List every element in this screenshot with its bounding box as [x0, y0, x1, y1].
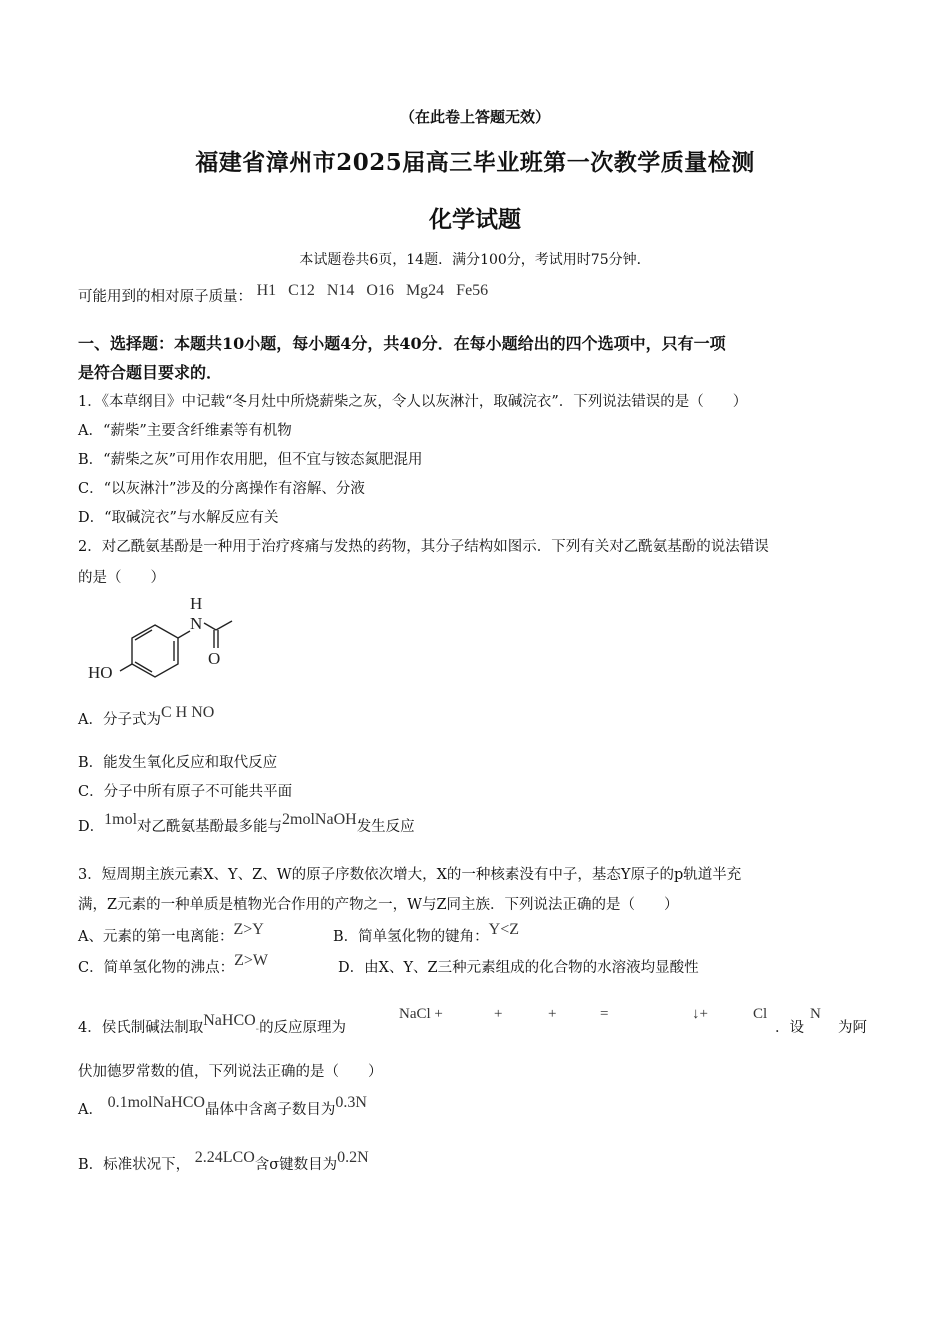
- subject-title: 化学试题: [429, 206, 521, 233]
- q2-formula-d1: 1mol: [104, 811, 138, 828]
- acetaminophen-structure: [80, 592, 250, 684]
- q4-formula-cl: Cl: [753, 1006, 768, 1022]
- q3-option-b-text: B．简单氢化物的键角：: [333, 929, 489, 945]
- q4-equals: =: [600, 1006, 609, 1022]
- q3-formula-a: Z>Y: [233, 921, 264, 938]
- q4-option-b-label: B．标准状况下，: [78, 1157, 191, 1173]
- q3-option-a: [78, 921, 264, 946]
- q4-arrow: ↓+: [692, 1006, 708, 1022]
- q4-stem-line1: 4．侯氏制碱法制取NaHCO-的反应原理为: [78, 1012, 347, 1036]
- exam-note: （在此卷上答题无效）: [399, 108, 550, 126]
- q4-mid: 的反应原理为: [259, 1020, 347, 1036]
- q2-stem-line2: 的是（ ）: [78, 570, 165, 586]
- q3-formula-c: Z>W: [234, 952, 268, 969]
- q4-plus-2: +: [548, 1006, 557, 1022]
- q4-option-b: [78, 1149, 369, 1174]
- exam-title: 福建省漳州市2025届高三毕业班第一次教学质量检测: [195, 149, 755, 176]
- q3-option-c-text: C．简单氢化物的沸点：: [78, 960, 235, 976]
- q3-formula-b: Y<Z: [488, 921, 520, 938]
- section-heading-line2: 是符合题目要求的．: [78, 363, 223, 382]
- q4-formula-nacl: NaCl +: [399, 1006, 443, 1022]
- atom-o-label: O: [208, 649, 221, 668]
- q4-formula-a2: 0.3N: [335, 1094, 367, 1111]
- atom-n-label: N: [190, 614, 203, 633]
- q4-option-a: [78, 1094, 367, 1119]
- q3-option-d: D．由X、Y、Z三种元素组成的化合物的水溶液均显酸性: [338, 960, 699, 976]
- atomic-mass-label: 可能用到的相对原子质量：: [78, 289, 252, 305]
- atom-ho-label: HO: [88, 663, 113, 682]
- atomic-mass-values: H1 C12 N14 O16 Mg24 Fe56: [256, 282, 489, 299]
- q2-option-d-suffix: 发生反应: [356, 819, 415, 835]
- q2-formula-d2: 2molNaOH: [282, 811, 357, 828]
- q3-option-c: [78, 952, 268, 977]
- q4-option-a-label: A．: [78, 1102, 103, 1118]
- q4-option-a-mid: 晶体中含离子数目为: [204, 1102, 336, 1118]
- q2-option-d: [78, 811, 415, 836]
- q3-option-b: [333, 921, 520, 946]
- q4-formula-a1: 0.1molNaHCO: [107, 1094, 205, 1111]
- atom-h-label: H: [190, 594, 203, 613]
- q2-option-a: [78, 704, 215, 729]
- q3-option-a-text: A、元素的第一电离能：: [78, 929, 234, 945]
- q1-option-d: D．“取碱浣衣”与水解反应有关: [78, 510, 279, 526]
- q2-stem-line1: 2．对乙酰氨基酚是一种用于治疗疼痛与发热的药物，其分子结构如图示．下列有关对乙酰氨基酚的说法错误: [78, 539, 769, 555]
- q1-stem: 1．《本草纲目》中记载“冬月灶中所烧薪柴之灰，令人以灰淋汁，取碱浣衣”．下列说法错误的是（ ）: [78, 394, 748, 410]
- q1-option-b: B．“薪柴之灰”可用作农用肥，但不宜与铵态氮肥混用: [78, 452, 423, 468]
- q2-option-b: B．能发生氧化反应和取代反应: [78, 755, 278, 771]
- q2-formula-a: C H NO: [160, 704, 215, 721]
- q4-stem-line2: 伏加德罗常数的值，下列说法正确的是（ ）: [78, 1064, 383, 1080]
- q4-suffix: 为阿: [838, 1020, 867, 1036]
- q4-plus-1: +: [494, 1006, 503, 1022]
- q2-option-c: C．分子中所有原子不可能共平面: [78, 784, 293, 800]
- q1-option-c: C．“以灰淋汁”涉及的分离操作有溶解、分液: [78, 481, 365, 497]
- q4-prefix: 4．侯氏制碱法制取: [78, 1020, 204, 1036]
- q2-option-a-text: A．分子式为: [78, 712, 161, 728]
- q4-formula-b1: 2.24LCO: [194, 1149, 255, 1166]
- atomic-mass-line: [78, 282, 489, 306]
- q4-set: ．设: [775, 1020, 804, 1036]
- exam-info: 本试题卷共6页，14题．满分100分，考试用时75分钟．: [299, 252, 651, 268]
- q4-formula-nahco3: NaHCO: [203, 1012, 256, 1029]
- q3-stem-line2: 满，Z元素的一种单质是植物光合作用的产物之一，W与Z同主族．下列说法正确的是（ ）: [78, 897, 679, 913]
- section-heading-line1: 一、选择题：本题共10小题，每小题4分，共40分．在每小题给出的四个选项中，只有一项: [78, 334, 726, 353]
- q4-formula-na: N: [810, 1006, 821, 1022]
- q3-stem-line1: 3．短周期主族元素X、Y、Z、W的原子序数依次增大，X的一种核素没有中子，基态Y原子的p轨道半充: [78, 867, 742, 883]
- q4-formula-b2: 0.2N: [337, 1149, 369, 1166]
- q1-option-a: A．“薪柴”主要含纤维素等有机物: [78, 423, 292, 439]
- q2-option-d-mid: 对乙酰氨基酚最多能与: [137, 819, 283, 835]
- q2-option-d-label: D．: [78, 819, 105, 835]
- q4-option-b-mid: 含σ键数目为: [254, 1157, 338, 1173]
